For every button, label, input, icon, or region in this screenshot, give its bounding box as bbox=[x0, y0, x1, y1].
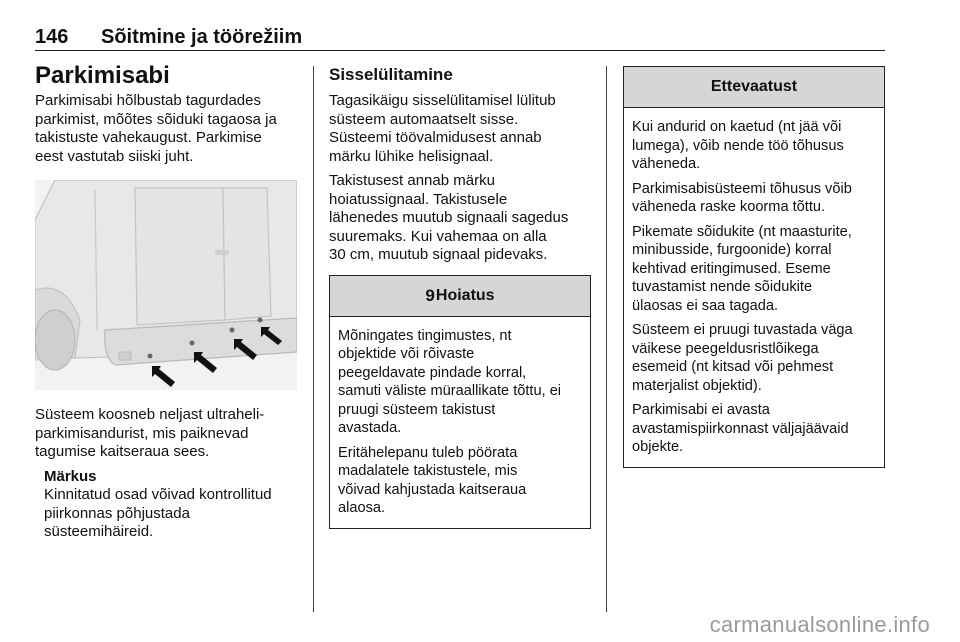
signal-paragraph: Takistusest annab märku hoiatussignaal. Takistusele lähenedes muutub signaali sagedus suuremaks. Kui vahemaa on alla 30 cm, muutub signaal pidevaks. bbox=[329, 172, 569, 263]
section-heading: Parkimisabi bbox=[35, 62, 170, 89]
note-text: Kinnitatud osad võivad kontrollitud piirkonnas põhjustada süsteemihäireid. bbox=[44, 486, 272, 540]
warning-paragraph-2: Eritähelepanu tuleb pöörata madalatele takistustele, mis võivad kahjustada kaitseraua alaosa. bbox=[338, 444, 527, 516]
van-rear-sensors-drawing bbox=[35, 180, 297, 390]
system-description: Süsteem koosneb neljast ultraheli- parkimisandurist, mis paiknevad tagumise kaitseraua sees. bbox=[35, 406, 265, 460]
caution-body bbox=[624, 108, 884, 467]
caution-title: Ettevaatust bbox=[710, 78, 798, 95]
running-title: Sõitmine ja töörežiim bbox=[101, 26, 303, 48]
column-3 bbox=[623, 66, 885, 468]
caution-paragraph-2: Parkimisabisüsteemi tõhusus võib väheneda raske koorma tõttu. bbox=[632, 180, 852, 215]
caution-paragraph-4: Süsteem ei pruugi tuvastada väga väikese peegeldusristlõikega esemeid (nt kitsad või pehmest materjalist objektid). bbox=[632, 322, 853, 394]
van-rear-illustration bbox=[35, 180, 297, 390]
watermark: carmanualsonline.info bbox=[709, 612, 930, 637]
subsection-heading: Sisselülitamine bbox=[329, 65, 453, 84]
warning-icon: 9 bbox=[425, 285, 435, 305]
warning-header bbox=[330, 276, 590, 317]
caution-box bbox=[623, 66, 885, 468]
column-1 bbox=[35, 60, 297, 548]
caution-paragraph-5: Parkimisabi ei avasta avastamispiirkonnast väljajäävaid objekte. bbox=[632, 402, 849, 455]
column-divider-left bbox=[313, 66, 314, 612]
column-divider-right bbox=[606, 66, 607, 612]
column-2 bbox=[329, 64, 591, 529]
page-number: 146 bbox=[35, 26, 69, 48]
warning-body bbox=[330, 317, 590, 528]
note-block bbox=[35, 468, 297, 542]
caution-paragraph-3: Pikemate sõidukite (nt maasturite, minibusside, furgoonide) korral kehtivad eritingimused. Eseme tuvastamist nende sõidukite ülaosas ei saa tagada. bbox=[632, 223, 852, 314]
intro-paragraph: Parkimisabi hõlbustab tagurdades parkimist, mõõtes sõiduki tagaosa ja takistuste vahekaugust. Parkimise eest vastutab siiski juht. bbox=[35, 92, 277, 165]
note-title: Märkus bbox=[44, 467, 97, 485]
warning-title: Hoiatus bbox=[435, 286, 495, 304]
header-rule bbox=[35, 50, 885, 51]
activation-paragraph: Tagasikäigu sisselülitamisel lülitub süsteem automaatselt sisse. Süsteemi töövalmidusest annab märku lühike helisignaal. bbox=[329, 92, 556, 165]
warning-paragraph-1: Mõningates tingimustes, nt objektide või rõivaste peegeldavate pindade korral, samuti väliste müraallikate tõttu, ei pruugi süsteem takistust avastada. bbox=[338, 327, 562, 436]
caution-header bbox=[624, 67, 884, 108]
page-header bbox=[35, 26, 885, 50]
caution-paragraph-1: Kui andurid on kaetud (nt jää või lumega), võib nende töö tõhusus väheneda. bbox=[632, 119, 844, 172]
warning-box bbox=[329, 275, 591, 529]
